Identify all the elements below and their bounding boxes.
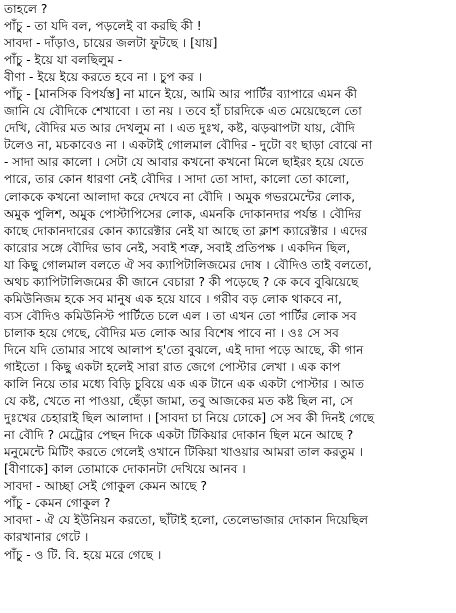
text-line: বীণা - ইয়ে ইয়ে করতে হবে না । চুপ কর । [4,70,203,85]
text-line: কমিউনিজম হকে সব মানুষ এক হয়ে যাবে । গরীব বড় লোক থাকবে না, [4,291,342,306]
text-line: লোককে কখনো আলাদা করে দেখবে না বৌদি । অমুক গভরমেন্টের লোক, [4,189,356,204]
text-line: পাঁচু - কেমন গোকুল ? [4,496,111,511]
text-line: [বীণাকে] কাল তোমাকে দোকানটা দেখিয়ে আনব । [4,462,246,477]
text-line: ব্যস বৌদিও কমিউনিস্ট পার্টিতে চলে এল । তা এখন তো পার্টির লোক সব [4,308,357,323]
text-line: না বৌদি ? মেট্রোর পেছন দিকে একটা টিকিয়ার দোকান ছিল মনে আছে ? [4,428,354,443]
text-line: অমুক পুলিশ, অমুক পোস্টাপিসের লোক, এমনকি দোকানদার পর্যন্ত । বৌদির [4,206,362,221]
text-line: দুঃখের চেহারাই ছিল আলাদা । [সাবদা চা নিয়ে ঢোকে] সে সব কী দিনই গেছে [4,411,375,426]
text-line: মনুমেন্টে মিটিং করতে গেলেই ওখানে টিকিয়া খাওয়ার আমরা তাল করতুম । [4,445,364,460]
text-line: সাবদা - দাঁড়াও, চায়ের জলটা ফুটছে । [যায়] [4,36,218,51]
text-line: চালাক হয়ে গেছে, বৌদির মত লোক আর বিশেষ পাবে না । ওঃ সে সব [4,325,339,340]
text-line: সাবদা - আচ্ছা সেই গোকুল কেমন আছে ? [4,479,207,494]
text-line: কারখানার গেটে । [4,530,89,545]
text-line: তাহলে ? [4,2,48,16]
text-line: যে কষ্ট, খেতে না পাওয়া, ছেঁড়া জামা, তবু আজকের মত কষ্ট ছিল না, সে [4,394,353,409]
text-line: পাঁচু - ইয়ে যা বলছিলুম - [4,53,123,68]
text-line: কারোর সঙ্গে বৌদির ভাব নেই, সবাই শত্রু, সবাই প্রতিপক্ষ । একদিন ছিল, [4,240,351,255]
text-line: যা কিছু গোলমাল বলতে ঐ সব ক্যাপিটালিজমের দোষ । বৌদিও তাই বলতো, [4,257,372,272]
text-line: কাছে দোকানদারের কোন ক্যারেক্টার নেই যা আছে তা ক্লাশ ক্যারেক্টার । এদের [4,223,368,238]
text-line: দিনে যদি তোমার সাথে আলাপ হ'তো বুঝলে, এই দাদা পড়ে আছে, কী গান [4,342,364,357]
text-line: সাবদা - ঐ যে ইউনিয়ন করতো, ছাঁটাই হলো, তেলেভাজার দোকান দিয়েছিল [4,513,369,528]
text-line: পাঁচু - তা যদি বল, পড়লেই বা করছি কী ! [4,19,202,34]
text-line: টলেও না, মচকাবেও না । একটাই গোলমাল বৌদির - দুটো বং ছাড়া বোঝে না [4,138,373,153]
text-line: গাইতো । কিছু একটা হলেই সারা রাত জেগে পোস্টার লেখা । এক কাপ [4,359,341,374]
text-line: পাঁচু - ও টি. বি. হয়ে মরে গেছে । [4,547,162,562]
text-line: - সাদা আর কালো । সেটা যে আবার কখনো কখনো মিলে ছাইরং হয়ে যেতে [4,155,364,170]
text-line: পাঁচু - [মানসিক বিপর্যস্ত] না মানে ইয়ে, আমি আর পার্টির ব্যাপারে এমন কী [4,87,357,102]
text-line: পারে, তার কোন ধারণা নেই বৌদির । সাদা তো সাদা, কালো তো কালো, [4,172,350,187]
text-line: জানি যে বৌদিকে শেখাবো । তা নয় । তবে হাঁ চারদিকে এত মেয়েছেলে তো [4,104,362,119]
text-line: দেখি, বৌদির মত আর দেখলুম না । এত দুঃখ, কষ্ট, ঝড়ঝাপটা যায়, বৌদি [4,121,355,136]
document-page [4,1,454,564]
text-line: অথচ ক্যাপিটালিজমের কী জানে বেচারা ? কী পড়েছে ? কে কবে বুঝিয়েছে [4,274,359,289]
text-line: কালি নিয়ে তার মধ্যে বিড়ি চুবিয়ে এক এক টানে এক একটা পোস্টার । আত [4,377,365,392]
